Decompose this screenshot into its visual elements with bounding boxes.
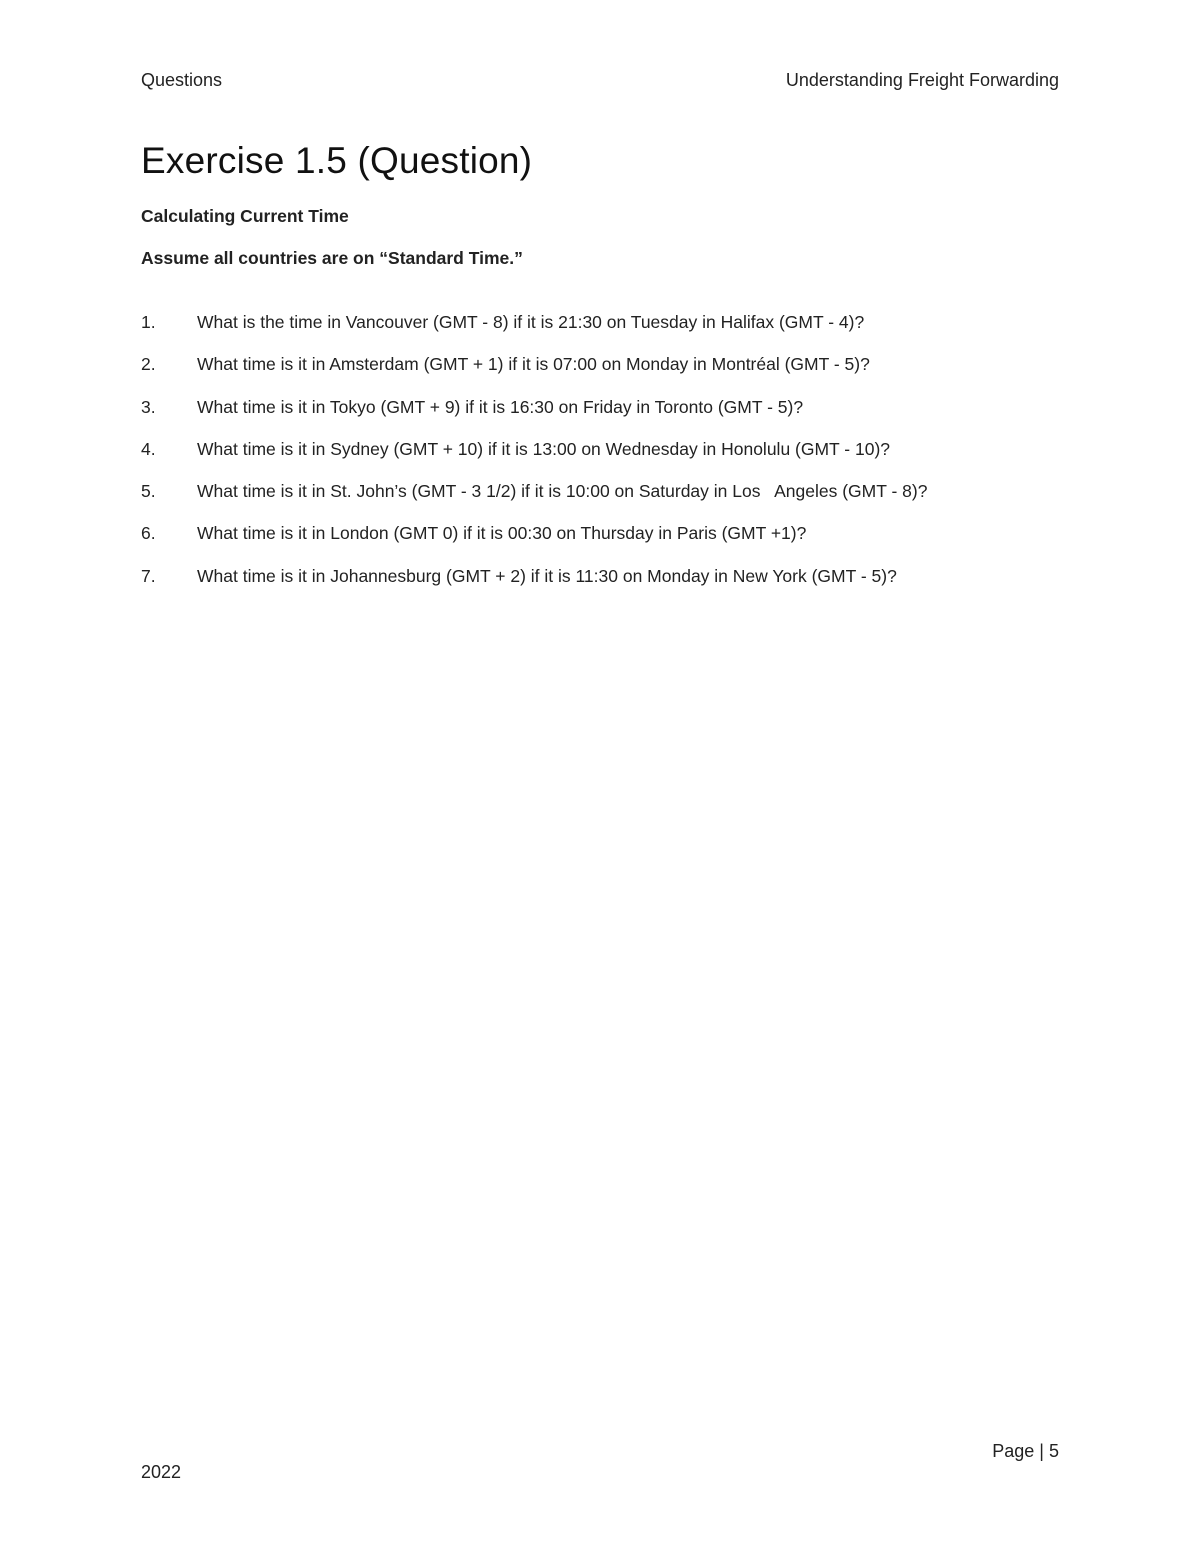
question-item: [141, 397, 1061, 439]
question-number: 4.: [141, 438, 156, 459]
question-item: [141, 439, 1061, 481]
question-text: What time is it in London (GMT 0) if it is 00:30 on Thursday in Paris (GMT +1)?: [197, 523, 807, 544]
question-number: 2.: [141, 354, 156, 375]
exercise-instruction: Assume all countries are on “Standard Time.”: [141, 248, 523, 268]
question-text: What time is it in Amsterdam (GMT + 1) if it is 07:00 on Monday in Montréal (GMT - 5)?: [197, 354, 870, 375]
question-text: What time is it in Sydney (GMT + 10) if it is 13:00 on Wednesday in Honolulu (GMT - 10)?: [197, 438, 891, 459]
footer-year: 2022: [141, 1462, 182, 1482]
question-number: 3.: [141, 396, 156, 417]
question-number: 1.: [141, 312, 156, 332]
question-item: [141, 354, 1061, 396]
question-text: What time is it in St. John’s (GMT - 3 1/2) if it is 10:00 on Saturday in Los Angeles (GMT - 8)?: [197, 481, 928, 502]
question-item: [141, 566, 1061, 608]
exercise-subtitle: Calculating Current Time: [141, 206, 349, 226]
question-number: 6.: [141, 523, 156, 544]
header-section-label: Questions: [141, 70, 223, 90]
question-item: [141, 312, 1061, 354]
question-item: [141, 481, 1061, 523]
question-text: What time is it in Tokyo (GMT + 9) if it is 16:30 on Friday in Toronto (GMT - 5)?: [197, 396, 804, 417]
exercise-title: Exercise 1.5 (Question): [141, 140, 533, 181]
header-document-title: Understanding Freight Forwarding: [785, 70, 1059, 90]
question-text: What time is it in Johannesburg (GMT + 2) if it is 11:30 on Monday in New York (GMT - 5)?: [197, 565, 897, 586]
question-number: 7.: [141, 565, 156, 586]
question-item: [141, 523, 1061, 565]
question-text: What is the time in Vancouver (GMT - 8) if it is 21:30 on Tuesday in Halifax (GMT - 4)?: [197, 312, 865, 332]
question-number: 5.: [141, 481, 156, 502]
page-number: Page | 5: [992, 1441, 1059, 1461]
question-list: [141, 312, 1061, 608]
